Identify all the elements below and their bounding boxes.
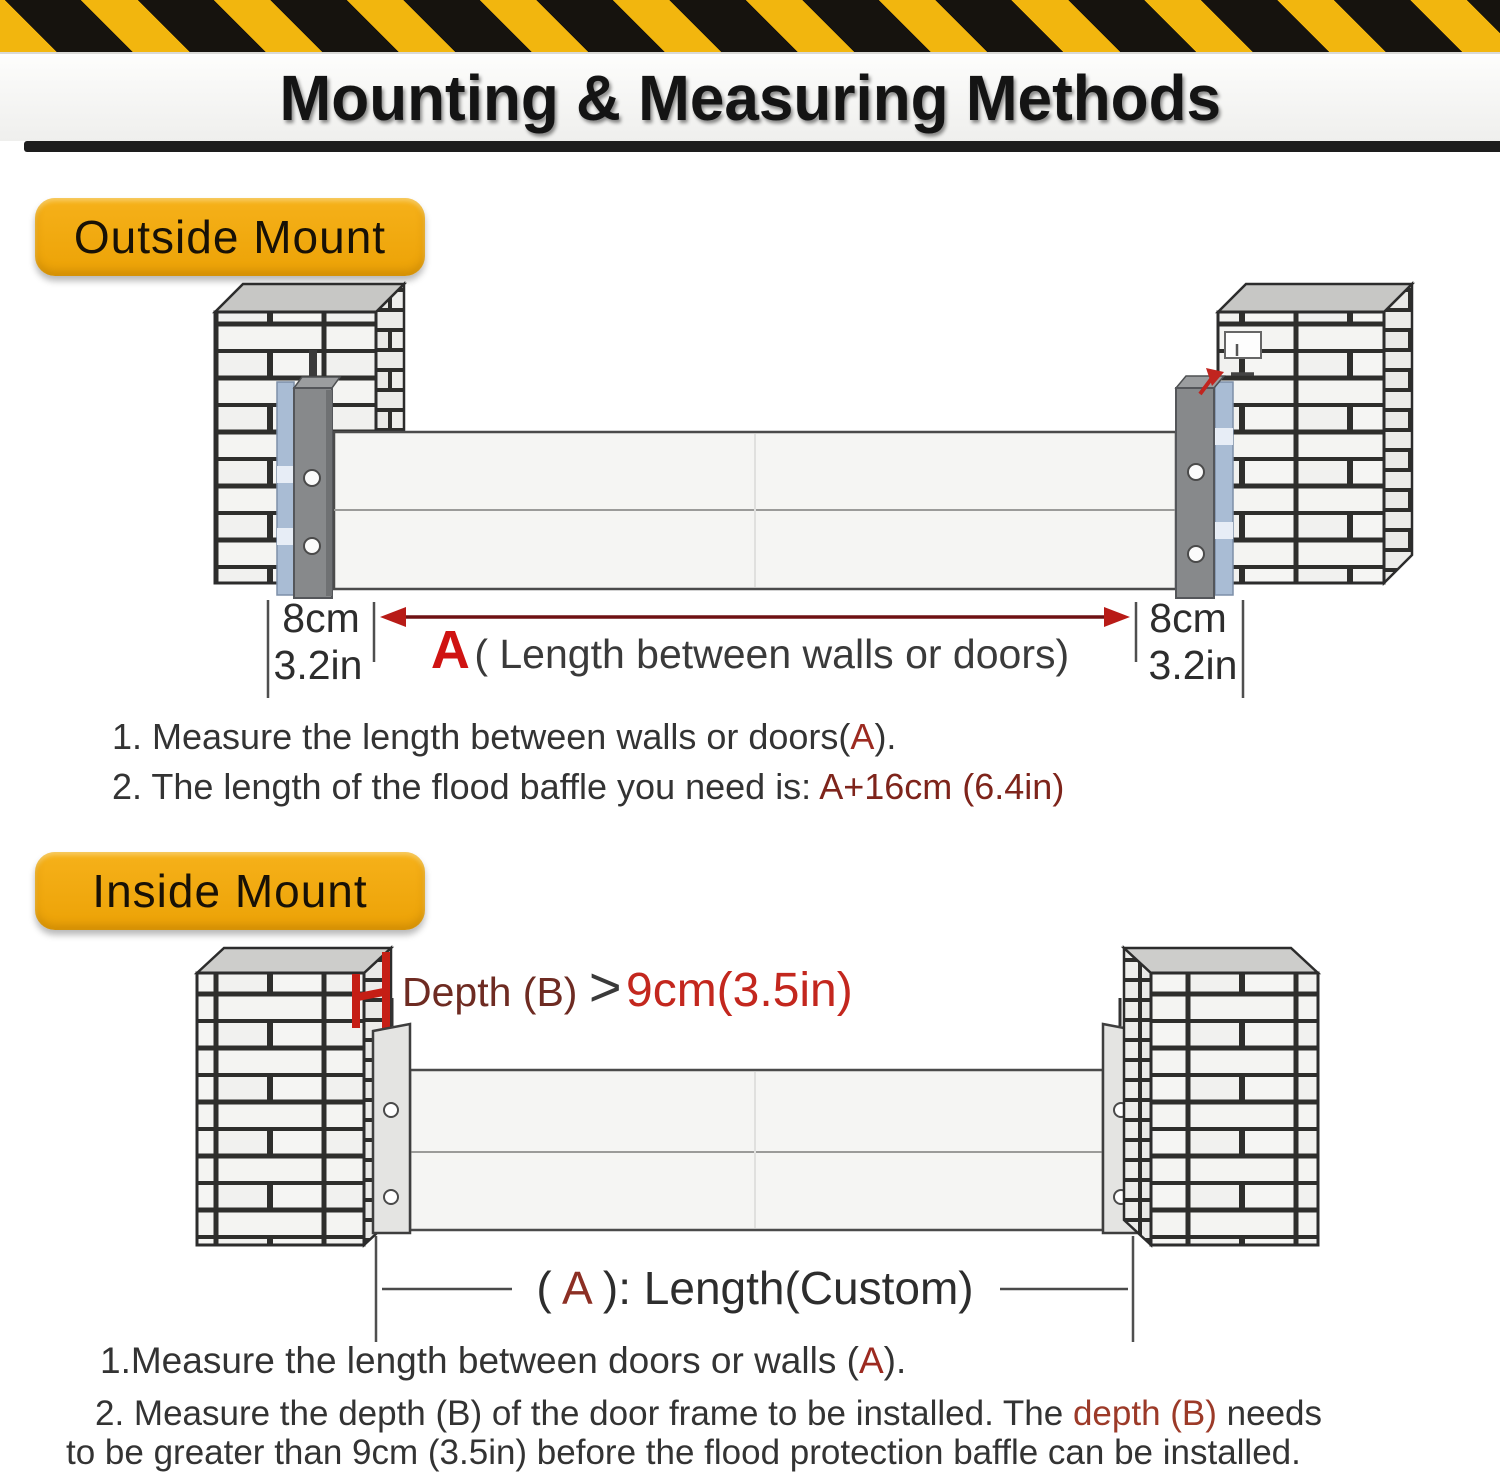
page-title: Mounting & Measuring Methods (279, 61, 1221, 134)
channel-notch (277, 466, 294, 483)
inside-step2-line1: 2. Measure the depth (B) of the door frame to be installed. The depth (B) needs (95, 1394, 1323, 1433)
pillar-cap (1124, 948, 1318, 973)
arrow-head-left-icon (380, 607, 406, 627)
pillar-side-face (1384, 284, 1412, 583)
inside-mount-badge (35, 852, 425, 930)
inside-step2-line2: to be greater than 9cm (3.5in) before the flood protection baffle can be installed. (66, 1433, 1301, 1472)
flood-barrier (410, 1070, 1103, 1230)
inside-mount-label: Inside Mount (92, 865, 368, 917)
wall-channel (1215, 382, 1233, 595)
inside-right-pillar (1124, 948, 1318, 1245)
screw-hole (304, 538, 320, 554)
length-letter-a: A (561, 1262, 591, 1314)
depth-b-colored: depth (B) (1072, 1394, 1217, 1433)
wall-channel (277, 382, 294, 595)
outside-right-pillar (1176, 284, 1412, 598)
outside-mount-badge (35, 198, 425, 276)
channel-notch (277, 528, 294, 545)
right-gap-cm: 8cm (1149, 595, 1227, 641)
length-label: ( A ): Length(Custom) (536, 1262, 974, 1314)
span-label (431, 620, 1069, 680)
depth-text: Depth (B) (402, 969, 589, 1015)
right-gap-in: 3.2in (1148, 642, 1238, 688)
header-divider (24, 141, 1500, 152)
depth-value: 9cm(3.5in) (626, 964, 853, 1017)
step1-letter-a: A (858, 1340, 884, 1381)
pillar-front-face (1151, 973, 1318, 1245)
screw-hole (304, 470, 320, 486)
outside-mount-diagram (0, 270, 1500, 700)
screw-hole (1188, 546, 1204, 562)
inside-step1: 1.Measure the length between doors or walls (A). (100, 1340, 907, 1381)
depth-label (402, 955, 853, 1018)
channel-notch (1215, 522, 1233, 539)
mounting-post (1176, 388, 1214, 598)
title-band (0, 54, 1500, 141)
pillar-side-face (1124, 948, 1151, 1245)
inside-left-post (373, 998, 410, 1233)
flood-barrier (334, 432, 1176, 589)
outside-mount-label: Outside Mount (73, 211, 387, 263)
inside-dimension (376, 1236, 1133, 1342)
inside-left-pillar (197, 948, 391, 1245)
left-gap-cm: 8cm (282, 595, 360, 641)
pillar-cap (1218, 284, 1412, 312)
screw-hole (384, 1103, 398, 1117)
span-text: ( Length between walls or doors) (474, 631, 1070, 677)
pillar-front-face (197, 973, 364, 1245)
channel-notch (1215, 428, 1233, 445)
screw-hole (1188, 464, 1204, 480)
post-shade-edge (326, 390, 332, 596)
left-gap-in: 3.2in (273, 642, 363, 688)
screw-hole (384, 1190, 398, 1204)
span-letter: A (430, 620, 470, 680)
outside-step2: 2. The length of the flood baffle you need is: A+16cm (6.4in) (112, 766, 1065, 807)
greater-than-sign: > (588, 955, 622, 1018)
step1-letter-a: A (850, 716, 875, 757)
pillar-cap (215, 284, 404, 312)
inside-mount-diagram (0, 940, 1500, 1360)
mount-slot (1225, 332, 1261, 358)
arrow-head-right-icon (1104, 607, 1130, 627)
pillar-cap (197, 948, 391, 973)
barrier-panels (410, 1070, 1103, 1230)
outside-step1: 1. Measure the length between walls or doors(A). (112, 716, 897, 757)
post-top-bevel (294, 377, 340, 388)
step2-formula: A+16cm (6.4in) (819, 766, 1065, 807)
outside-dimension (268, 595, 1243, 698)
hazard-stripe-banner (0, 0, 1500, 54)
